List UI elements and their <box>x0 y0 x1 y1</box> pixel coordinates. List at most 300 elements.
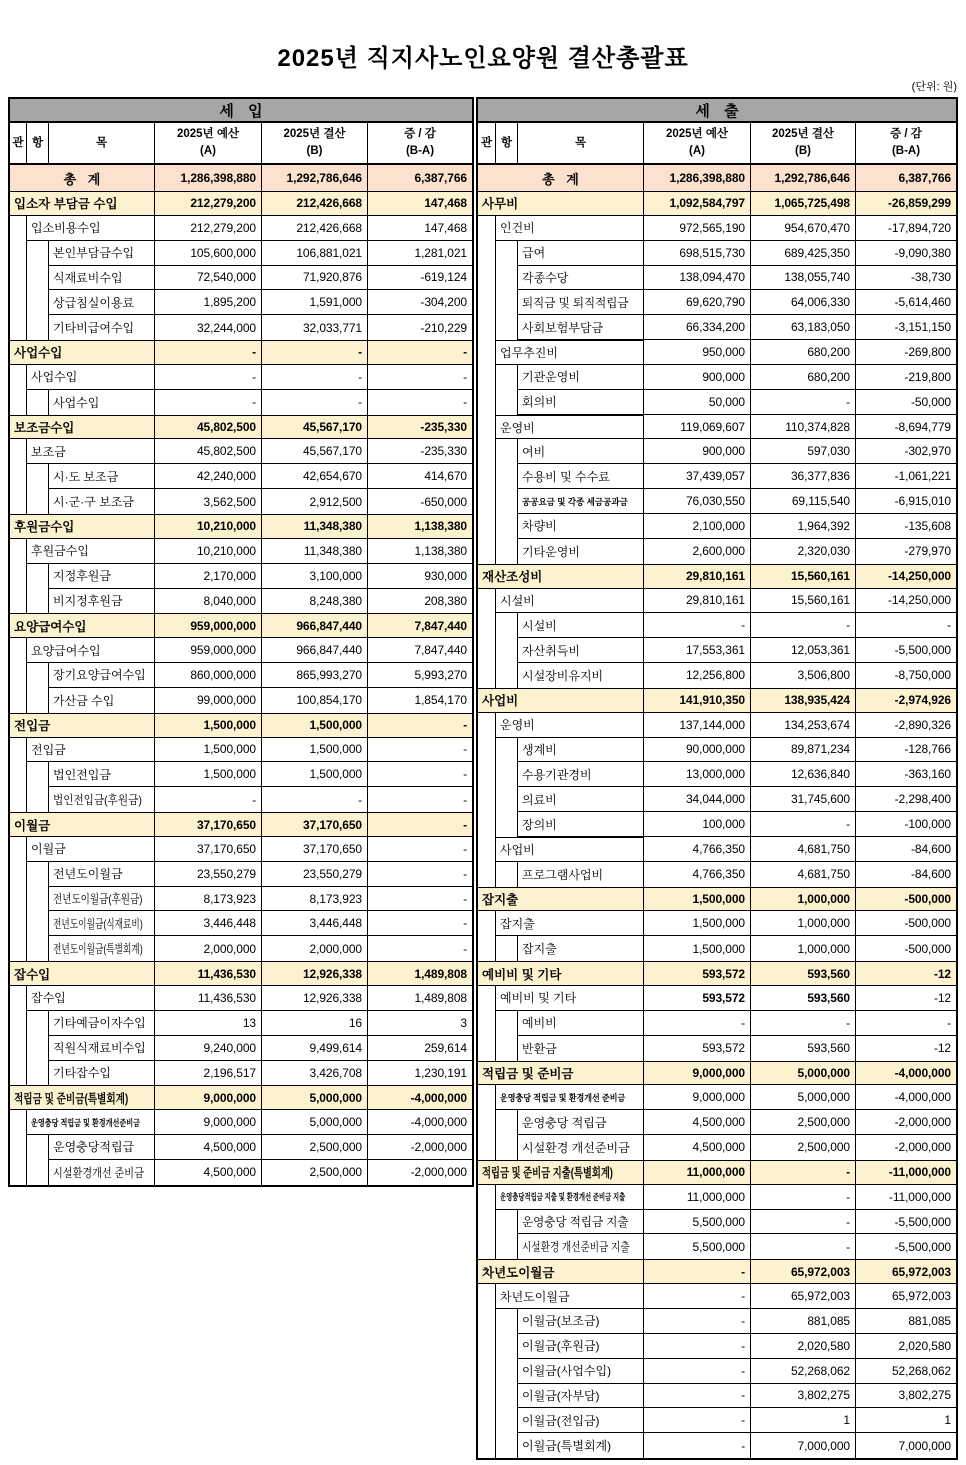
indent-strip <box>496 1384 518 1409</box>
budget-value: 4,500,000 <box>155 1135 262 1160</box>
diff-value: -210,229 <box>420 320 467 335</box>
indent-strip <box>496 241 518 266</box>
budget-value: 8,173,923 <box>155 887 262 912</box>
diff-value: -84,600 <box>856 837 956 862</box>
total-budget-value: 1,286,398,880 <box>644 165 751 191</box>
indent-strip <box>10 936 27 961</box>
indent-strip <box>27 1061 49 1086</box>
diff-value: - <box>368 762 472 787</box>
section-row <box>10 713 472 738</box>
settlement-value: 954,670,470 <box>751 216 856 241</box>
row-label-text: 잡지출 <box>500 916 535 931</box>
budget-value: 593,572 <box>644 962 751 986</box>
indent-strip <box>496 464 518 489</box>
diff-value: 7,847,440 <box>368 614 472 638</box>
row-label-text: 수용기관경비 <box>522 767 592 782</box>
indent-strip <box>496 315 518 340</box>
budget-value: 17,553,361 <box>644 638 751 663</box>
row-label <box>10 416 155 440</box>
row-label <box>49 564 155 589</box>
budget-value: 11,436,530 <box>155 986 262 1011</box>
row-label <box>518 1433 644 1458</box>
row-label-text: 예비비 및 기타 <box>482 967 562 982</box>
indent-strip <box>478 415 496 440</box>
settlement-value: 5,000,000 <box>262 1110 368 1135</box>
indent-strip <box>478 1309 496 1334</box>
row-label-text: 보조금 <box>31 444 66 459</box>
diff-value: -279,970 <box>904 544 951 559</box>
diff-value: -12 <box>933 1041 951 1056</box>
indent-strip <box>496 1135 518 1160</box>
row-label <box>496 415 644 440</box>
diff-value: -2,000,000 <box>856 1110 956 1135</box>
budget-value: - <box>644 1284 751 1309</box>
row-label-text: 비지정후원금 <box>53 594 123 609</box>
row-label-text: 운영비 <box>500 420 535 435</box>
indent-strip <box>27 564 49 589</box>
budget-value: 11,000,000 <box>644 1185 751 1210</box>
table-row <box>10 365 472 390</box>
row-label-text: 운영충당적립급 <box>53 1140 135 1155</box>
budget-value: 137,144,000 <box>644 713 751 738</box>
indent-strip <box>478 390 496 415</box>
row-label-text: 전입금 <box>14 719 51 734</box>
table-row <box>478 1433 956 1458</box>
budget-value: 2,000,000 <box>155 936 262 961</box>
budget-value: - <box>155 787 262 812</box>
row-label <box>10 714 155 738</box>
indent-strip <box>10 365 27 390</box>
col-header-text: 목 <box>95 136 108 149</box>
row-label <box>49 762 155 787</box>
row-label-text: 급여 <box>522 246 546 261</box>
row-label <box>518 1110 644 1135</box>
row-label-text: 장의비 <box>522 817 557 832</box>
diff-value: -100,000 <box>856 812 956 837</box>
budget-value: - <box>644 613 751 638</box>
budget-value: 1,500,000 <box>644 888 751 912</box>
settlement-value: 865,993,270 <box>262 663 368 688</box>
table-row <box>10 837 472 862</box>
indent-strip <box>27 762 49 787</box>
section-row <box>10 415 472 440</box>
settlement-value: 2,500,000 <box>751 1110 856 1135</box>
row-label-text: 시설환경개선 준비금 <box>53 1165 144 1180</box>
budget-value: 105,600,000 <box>155 241 262 266</box>
indent-strip <box>478 638 496 663</box>
section-row <box>10 514 472 539</box>
diff-value: -650,000 <box>420 494 467 509</box>
settlement-value: 593,560 <box>751 1036 856 1061</box>
settlement-value: 32,033,771 <box>262 315 368 340</box>
row-label <box>478 888 644 912</box>
budget-value: 10,210,000 <box>155 539 262 564</box>
row-label-text: 보조금수입 <box>14 421 75 436</box>
indent-strip <box>478 1135 496 1160</box>
row-label-text: 의료비 <box>522 792 557 807</box>
settlement-value: 71,920,876 <box>262 266 368 291</box>
row-label-text: 예비비 <box>522 1016 557 1031</box>
settlement-value: 89,871,234 <box>751 738 856 763</box>
row-label-text: 잡수입 <box>14 967 51 982</box>
indent-strip <box>10 638 27 663</box>
table-row <box>10 638 472 663</box>
budget-value: 37,170,650 <box>155 813 262 837</box>
indent-strip <box>478 862 496 887</box>
row-label <box>496 1185 644 1210</box>
total-row <box>10 165 472 191</box>
diff-value: -363,160 <box>856 762 956 787</box>
settlement-value: 881,085 <box>751 1309 856 1334</box>
indent-strip <box>478 315 496 340</box>
col-header-diff <box>368 123 472 163</box>
indent-strip <box>478 713 496 738</box>
diff-value: 3,802,275 <box>856 1384 956 1409</box>
indent-strip <box>478 1234 496 1259</box>
table-row <box>478 340 956 365</box>
budget-value: - <box>644 1334 751 1359</box>
budget-value: 2,170,000 <box>155 564 262 589</box>
settlement-value: 1 <box>751 1408 856 1433</box>
indent-strip <box>478 936 496 961</box>
section-row <box>10 961 472 986</box>
row-label-text: 입소비용수입 <box>31 221 101 236</box>
diff-value: - <box>368 837 472 862</box>
diff-value: -3,151,150 <box>856 315 956 340</box>
row-label <box>496 911 644 936</box>
row-label <box>496 713 644 738</box>
table-row <box>10 564 472 589</box>
indent-strip <box>27 688 49 713</box>
settlement-value: 1,591,000 <box>262 290 368 315</box>
total-diff-value: 6,387,766 <box>898 171 951 185</box>
budget-value: - <box>155 365 262 390</box>
diff-value: -4,000,000 <box>368 1110 472 1135</box>
budget-value: 4,766,350 <box>644 862 751 887</box>
row-label-text: 차량비 <box>522 519 557 534</box>
diff-value: -135,608 <box>856 514 956 539</box>
row-label-text: 인건비 <box>500 221 535 236</box>
settlement-value: 3,446,448 <box>262 911 368 936</box>
section-row <box>478 564 956 589</box>
row-label <box>518 613 644 638</box>
table-row <box>478 812 956 837</box>
indent-strip <box>496 1309 518 1334</box>
diff-value: 1 <box>856 1408 956 1433</box>
diff-value: 2,020,580 <box>856 1334 956 1359</box>
row-label-text: 전년도이월금(후원금) <box>53 892 143 907</box>
row-label <box>49 663 155 688</box>
diff-value: 1,138,380 <box>368 539 472 564</box>
row-label <box>10 515 155 539</box>
settlement-value: - <box>262 365 368 390</box>
table-row <box>478 1210 956 1235</box>
table-row <box>478 1334 956 1359</box>
row-label <box>518 266 644 291</box>
indent-strip <box>478 787 496 812</box>
budget-value: - <box>644 1384 751 1409</box>
row-label <box>27 539 155 564</box>
indent-strip <box>27 489 49 514</box>
settlement-value: 15,560,161 <box>751 565 856 589</box>
section-row <box>478 191 956 216</box>
table-row <box>478 1036 956 1061</box>
row-label-text: 후원금수입 <box>14 520 75 535</box>
settlement-value: 4,681,750 <box>751 837 856 862</box>
row-label <box>518 464 644 489</box>
row-label-text: 예비비 및 기타 <box>500 991 577 1006</box>
indent-strip <box>478 464 496 489</box>
table-row <box>10 787 472 812</box>
diff-value: -235,330 <box>368 416 472 440</box>
settlement-value: 31,745,600 <box>751 787 856 812</box>
table-row <box>10 1110 472 1135</box>
diff-value: 881,085 <box>856 1309 956 1334</box>
col-header-text: (B) <box>795 145 811 157</box>
indent-strip <box>27 887 49 912</box>
col-header-text: 2025년 예산 <box>176 128 240 141</box>
indent-strip <box>478 439 496 464</box>
total-label: 총 계 <box>10 165 155 191</box>
col-header-diff <box>856 123 956 163</box>
settlement-value: 9,499,614 <box>262 1036 368 1061</box>
budget-value: 13,000,000 <box>644 762 751 787</box>
col-header-text: 증 / 감 <box>404 128 436 141</box>
row-label-text: 시설환경 개선준비금 <box>522 1140 630 1155</box>
settlement-value: 1,000,000 <box>751 888 856 912</box>
budget-value: 950,000 <box>644 340 751 365</box>
section-row <box>10 613 472 638</box>
settlement-value: - <box>751 1234 856 1259</box>
settlement-value: 593,560 <box>751 986 856 1011</box>
expenditure-table <box>476 97 958 1460</box>
indent-strip <box>27 1036 49 1061</box>
table-row <box>478 390 956 415</box>
col-header-text: (A) <box>200 145 216 157</box>
indent-strip <box>496 1433 518 1458</box>
table-row <box>10 390 472 415</box>
section-row <box>10 1085 472 1110</box>
row-label <box>49 911 155 936</box>
diff-value: -84,600 <box>911 867 951 882</box>
row-label-text: 회의비 <box>522 395 557 410</box>
settlement-value: 1,000,000 <box>751 911 856 936</box>
diff-value: 1,489,808 <box>368 986 472 1011</box>
row-label <box>496 1085 644 1110</box>
indent-strip <box>478 216 496 241</box>
row-label <box>518 1036 644 1061</box>
table-row <box>478 1085 956 1110</box>
diff-value: 1,138,380 <box>368 515 472 539</box>
row-label-text: 잡지출 <box>482 893 519 908</box>
indent-strip <box>478 1408 496 1433</box>
diff-value: -8,694,779 <box>856 415 956 440</box>
settlement-value: 2,020,580 <box>751 1334 856 1359</box>
budget-value: 10,210,000 <box>155 515 262 539</box>
indent-strip <box>10 390 27 415</box>
row-label-text: 상급침실이용료 <box>53 295 135 310</box>
diff-value: -500,000 <box>904 941 951 956</box>
col-header-mok <box>518 123 644 163</box>
indent-strip <box>478 1284 496 1309</box>
indent-strip <box>27 1160 49 1185</box>
diff-value: 147,468 <box>368 192 472 216</box>
indent-strip <box>478 340 496 365</box>
diff-value: -2,000,000 <box>368 1135 472 1160</box>
diff-value: -50,000 <box>856 390 956 415</box>
table-title-band <box>10 99 472 123</box>
budget-value: 593,572 <box>644 1036 751 1061</box>
row-label-text: 여비 <box>522 444 546 459</box>
table-row <box>478 1384 956 1409</box>
col-header-text: 목 <box>574 136 587 149</box>
row-label <box>518 812 644 837</box>
settlement-value: 1,500,000 <box>262 738 368 763</box>
table-row <box>10 539 472 564</box>
diff-value: - <box>463 792 467 807</box>
budget-value: 2,600,000 <box>644 539 751 564</box>
budget-value: 4,500,000 <box>155 1160 262 1185</box>
indent-strip <box>10 539 27 564</box>
table-row <box>478 464 956 489</box>
row-label <box>49 862 155 887</box>
settlement-value: 680,200 <box>751 340 856 365</box>
row-label-text: 전년도이월금(식재료비) <box>53 916 143 931</box>
row-label <box>49 390 155 415</box>
diff-value: -219,800 <box>856 365 956 390</box>
table-row <box>10 1061 472 1086</box>
row-label-text: 운영충당 적립금 및 환경개선 준비금 <box>500 1092 626 1103</box>
row-label <box>478 565 644 589</box>
diff-value: 259,614 <box>368 1036 472 1061</box>
row-label <box>478 1161 644 1185</box>
indent-strip <box>27 1135 49 1160</box>
table-row <box>478 1110 956 1135</box>
diff-value: - <box>368 862 472 887</box>
diff-value: - <box>368 887 472 912</box>
row-label-text: 기타예금이자수입 <box>53 1016 146 1031</box>
row-label-text: 운영충당적립금 지출 및 환경개선 준비금 지출 <box>500 1192 626 1203</box>
row-label <box>496 837 644 862</box>
budget-value: 1,092,584,797 <box>644 192 751 216</box>
col-header-text: 증 / 감 <box>890 128 922 141</box>
diff-value: -38,730 <box>856 266 956 291</box>
budget-value: 141,910,350 <box>644 689 751 713</box>
indent-strip <box>10 787 27 812</box>
col-header-text: 항 <box>31 136 44 149</box>
table-row <box>478 986 956 1011</box>
table-row <box>478 1011 956 1036</box>
indent-strip <box>27 589 49 614</box>
settlement-value: 2,000,000 <box>262 936 368 961</box>
row-label <box>49 266 155 291</box>
indent-strip <box>10 911 27 936</box>
indent-strip <box>496 738 518 763</box>
section-row <box>478 1061 956 1086</box>
table-row <box>10 663 472 688</box>
col-header-budget <box>644 123 751 163</box>
diff-value: -2,974,926 <box>856 689 956 713</box>
row-label-text: 퇴직금 및 퇴직적립금 <box>522 295 629 310</box>
diff-value: -235,330 <box>368 439 472 464</box>
settlement-value: 45,567,170 <box>262 416 368 440</box>
diff-value: -4,000,000 <box>856 1062 956 1086</box>
row-label <box>10 192 155 216</box>
row-label <box>518 315 644 340</box>
total-row <box>478 165 956 191</box>
settlement-value: 212,426,668 <box>262 216 368 241</box>
row-label-text: 이월금(보조금) <box>522 1314 600 1329</box>
settlement-value: - <box>751 613 856 638</box>
col-header-text: 관 <box>12 136 24 149</box>
row-label <box>49 315 155 340</box>
row-label-text: 사업수입 <box>31 370 78 385</box>
diff-value: - <box>368 365 472 390</box>
table-row <box>10 986 472 1011</box>
budget-value: 45,802,500 <box>155 416 262 440</box>
table-row <box>478 539 956 564</box>
diff-value: -500,000 <box>856 888 956 912</box>
table-row <box>478 266 956 291</box>
row-label <box>518 1210 644 1235</box>
indent-strip <box>478 1334 496 1359</box>
diff-value: 208,380 <box>424 593 467 608</box>
settlement-value: 2,500,000 <box>751 1135 856 1160</box>
table-row <box>478 439 956 464</box>
indent-strip <box>478 489 496 514</box>
total-budget-value: 1,286,398,880 <box>155 165 262 191</box>
table-row <box>10 1036 472 1061</box>
table-row <box>478 638 956 663</box>
row-label <box>27 365 155 390</box>
budget-value: 42,240,000 <box>155 464 262 489</box>
revenue-table <box>8 97 474 1187</box>
diff-value: -5,614,460 <box>856 290 956 315</box>
table-row <box>10 688 472 713</box>
budget-value: 3,562,500 <box>155 489 262 514</box>
table-row <box>478 315 956 340</box>
diff-value: - <box>368 911 472 936</box>
budget-value: 3,446,448 <box>155 911 262 936</box>
section-row <box>10 191 472 216</box>
budget-value: 2,100,000 <box>644 514 751 539</box>
budget-value: 698,515,730 <box>644 241 751 266</box>
table-row <box>478 1135 956 1160</box>
budget-value: - <box>644 1408 751 1433</box>
row-label <box>518 1359 644 1384</box>
indent-strip <box>478 738 496 763</box>
table-row <box>478 241 956 266</box>
indent-strip <box>10 688 27 713</box>
settlement-value: - <box>751 812 856 837</box>
diff-value: -5,500,000 <box>856 1210 956 1235</box>
table-row <box>478 365 956 390</box>
row-label <box>518 439 644 464</box>
indent-strip <box>478 1384 496 1409</box>
settlement-value: 138,055,740 <box>751 266 856 291</box>
row-label-text: 차년도이월금 <box>500 1289 570 1304</box>
row-label <box>518 738 644 763</box>
settlement-value: 110,374,828 <box>751 415 856 440</box>
row-label-text: 이월금 <box>31 842 66 857</box>
settlement-value: 689,425,350 <box>751 241 856 266</box>
budget-value: 212,279,200 <box>155 192 262 216</box>
row-label-text: 법인전입금(후원금) <box>53 793 142 808</box>
table-row <box>478 290 956 315</box>
row-label-text: 가산금 수입 <box>53 693 115 708</box>
settlement-value: 212,426,668 <box>262 192 368 216</box>
row-label <box>49 787 155 812</box>
